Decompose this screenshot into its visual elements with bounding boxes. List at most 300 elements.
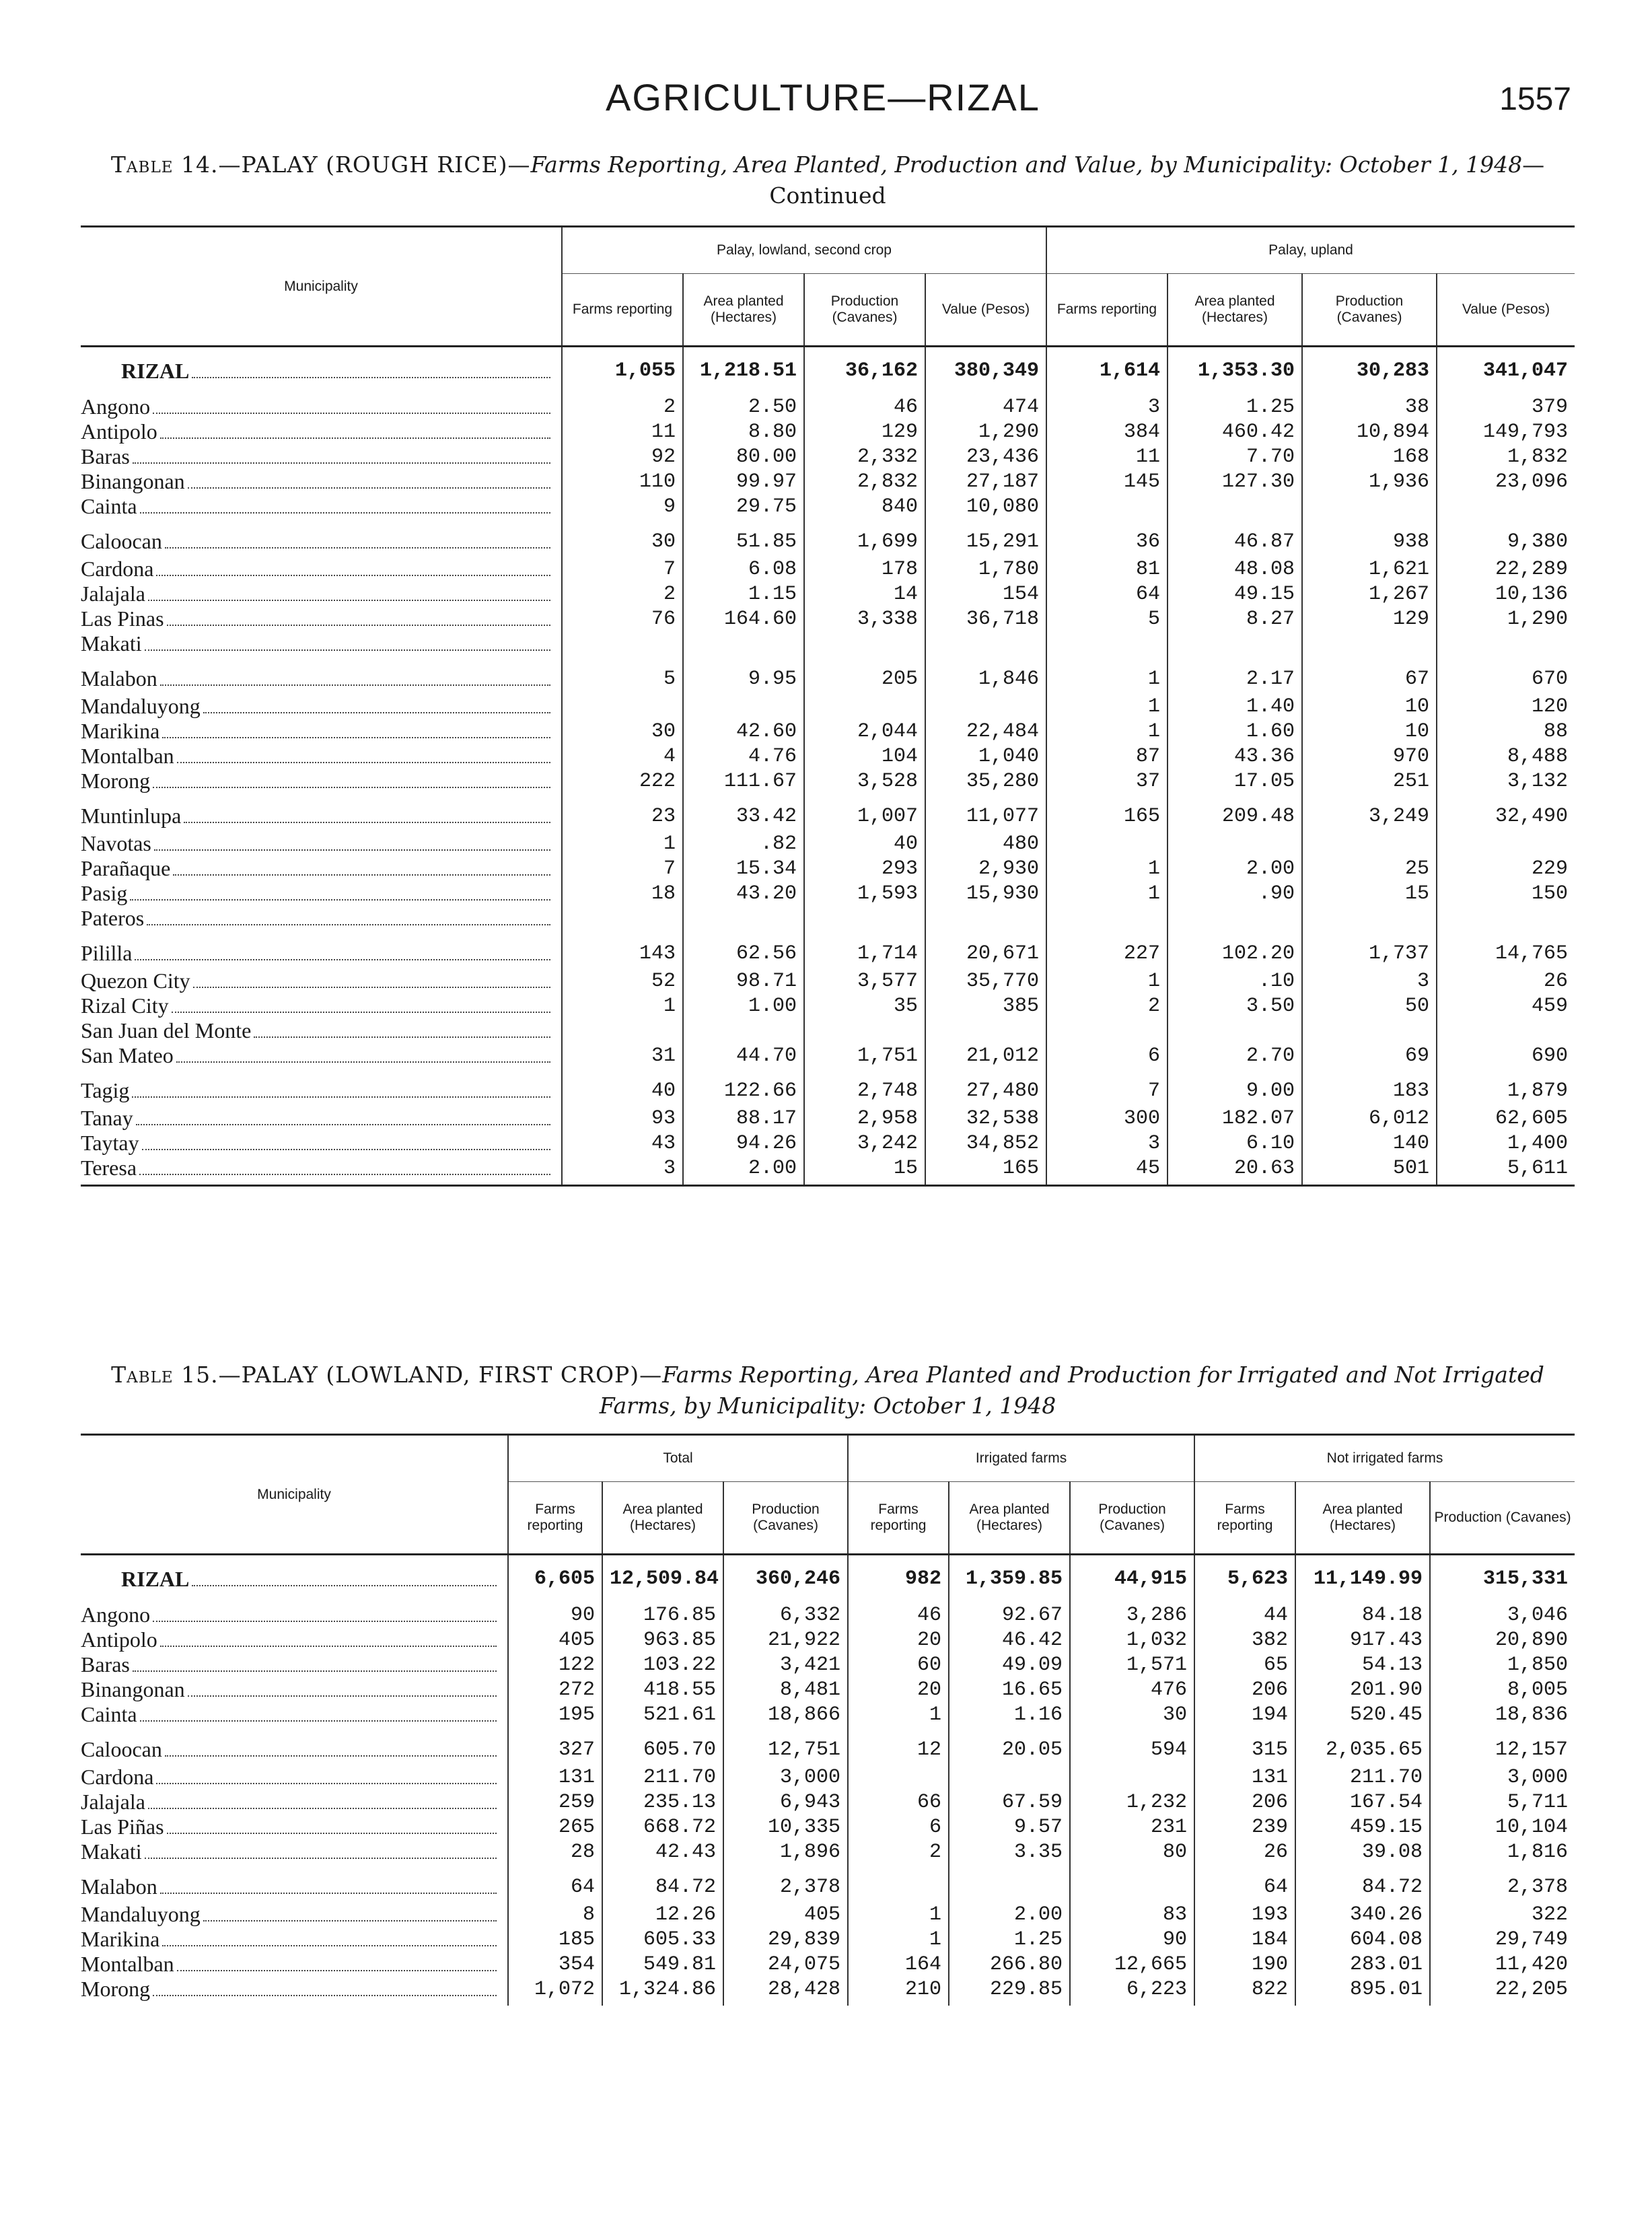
value-cell: 164 [848, 1952, 949, 1977]
table15-column-header: Area planted (Hectares) [602, 1482, 723, 1555]
value-cell: 122.66 [683, 1068, 804, 1106]
value-cell [562, 906, 683, 931]
value-cell: 1 [1046, 719, 1168, 744]
value-cell: 382 [1194, 1627, 1295, 1652]
value-cell: 8 [508, 1902, 602, 1927]
value-cell: 1,007 [804, 794, 925, 831]
total-value-cell: 360,246 [723, 1555, 848, 1603]
value-cell: 1 [1046, 881, 1168, 906]
municipality-name-cell [81, 1106, 562, 1131]
table14-caption-suffix: —Continued [769, 151, 1545, 209]
municipality-name-cell [81, 1555, 508, 1603]
value-cell: 327 [508, 1727, 602, 1765]
value-cell: 1 [1046, 856, 1168, 881]
value-cell: 2,332 [804, 444, 925, 469]
dot-leader [184, 822, 550, 823]
dot-leader [140, 1720, 497, 1722]
value-cell: 4 [562, 744, 683, 769]
municipality-name-cell [81, 1814, 508, 1839]
table14-column-header: Area planted (Hectares) [683, 274, 804, 347]
value-cell: 183 [1302, 1068, 1437, 1106]
value-cell: 2.50 [683, 394, 804, 419]
value-cell: 1,780 [925, 557, 1046, 581]
value-cell: 45 [1046, 1156, 1168, 1186]
value-cell: 211.70 [602, 1765, 723, 1790]
value-cell: 22,484 [925, 719, 1046, 744]
municipality-name: Quezon City [81, 968, 190, 993]
municipality-name-cell [81, 394, 562, 419]
value-cell: 3,286 [1070, 1602, 1194, 1627]
value-cell: 14,765 [1437, 931, 1575, 968]
value-cell: 917.43 [1295, 1627, 1430, 1652]
table14-caption-text: Farms Reporting, Area Planted, Production and Value, by Municipality: October 1, 1948 [530, 151, 1523, 178]
value-cell: 165 [925, 1156, 1046, 1186]
value-cell: 12,157 [1430, 1727, 1575, 1765]
value-cell: 9.95 [683, 656, 804, 694]
value-cell: 18,866 [723, 1702, 848, 1727]
value-cell [1046, 631, 1168, 656]
value-cell: 2,748 [804, 1068, 925, 1106]
municipality-name: Malabon [81, 666, 157, 691]
value-cell: 25 [1302, 856, 1437, 881]
value-cell: 1.60 [1168, 719, 1302, 744]
value-cell: 1 [562, 993, 683, 1018]
value-cell: 1 [848, 1902, 949, 1927]
value-cell: 143 [562, 931, 683, 968]
table15-row [81, 1927, 1575, 1952]
municipality-name-cell [81, 993, 562, 1018]
table15 [81, 1434, 1575, 2006]
municipality-name: Pililla [81, 941, 133, 965]
value-cell: 50 [1302, 993, 1437, 1018]
value-cell: 385 [925, 993, 1046, 1018]
value-cell [562, 631, 683, 656]
value-cell: 8.27 [1168, 606, 1302, 631]
value-cell: 5,711 [1430, 1790, 1575, 1814]
value-cell: 476 [1070, 1677, 1194, 1702]
value-cell: 2 [1046, 993, 1168, 1018]
value-cell [683, 631, 804, 656]
value-cell [804, 694, 925, 719]
municipality-name: Rizal City [81, 993, 169, 1018]
dot-leader [140, 512, 550, 514]
value-cell: 35,280 [925, 769, 1046, 794]
value-cell [848, 1864, 949, 1902]
value-cell: 42.43 [602, 1839, 723, 1864]
total-value-cell: 5,623 [1194, 1555, 1295, 1603]
value-cell: 265 [508, 1814, 602, 1839]
dot-leader [167, 1833, 497, 1834]
municipality-name: Morong [81, 769, 151, 793]
table14-caption-label: Table 14.—PALAY (ROUGH RICE)— [110, 151, 531, 178]
value-cell: 31 [562, 1043, 683, 1068]
dot-leader [203, 1920, 497, 1922]
value-cell: 1 [1046, 656, 1168, 694]
value-cell: 205 [804, 656, 925, 694]
value-cell: .90 [1168, 881, 1302, 906]
value-cell [949, 1765, 1070, 1790]
municipality-name-cell [81, 519, 562, 557]
value-cell: 405 [508, 1627, 602, 1652]
value-cell: 10 [1302, 694, 1437, 719]
value-cell: 2 [562, 394, 683, 419]
value-cell [1070, 1765, 1194, 1790]
table14 [81, 225, 1575, 1187]
dot-leader [172, 1012, 550, 1013]
value-cell: 62,605 [1437, 1106, 1575, 1131]
municipality-name: RIZAL [121, 358, 190, 383]
value-cell: 895.01 [1295, 1977, 1430, 2006]
value-cell [1437, 494, 1575, 519]
value-cell: 300 [1046, 1106, 1168, 1131]
table14-row [81, 881, 1575, 906]
dot-leader [203, 712, 550, 713]
value-cell [1168, 631, 1302, 656]
table14-row [81, 444, 1575, 469]
value-cell: 1.00 [683, 993, 804, 1018]
value-cell: 1,699 [804, 519, 925, 557]
value-cell: 822 [1194, 1977, 1295, 2006]
municipality-name: Angono [81, 394, 151, 419]
value-cell: 43.20 [683, 881, 804, 906]
value-cell: 2.00 [683, 1156, 804, 1186]
value-cell: 29,839 [723, 1927, 848, 1952]
municipality-name-cell [81, 694, 562, 719]
value-cell: 84.18 [1295, 1602, 1430, 1627]
value-cell: 480 [925, 831, 1046, 856]
dot-leader [153, 1621, 497, 1622]
total-value-cell: 6,605 [508, 1555, 602, 1603]
value-cell: 459.15 [1295, 1814, 1430, 1839]
value-cell [925, 631, 1046, 656]
table15-row [81, 1790, 1575, 1814]
value-cell: 15 [804, 1156, 925, 1186]
table15-row [81, 1952, 1575, 1977]
dot-leader [167, 625, 550, 626]
value-cell: 23,096 [1437, 469, 1575, 494]
table14-column-header: Production (Cavanes) [1302, 274, 1437, 347]
table14-group-header: Palay, lowland, second crop [562, 227, 1046, 274]
table14-row [81, 694, 1575, 719]
table14-caption [81, 149, 1575, 211]
dot-leader [132, 1096, 550, 1098]
value-cell: 46 [804, 394, 925, 419]
municipality-name-cell [81, 1952, 508, 1977]
value-cell: 501 [1302, 1156, 1437, 1186]
value-cell: 23,436 [925, 444, 1046, 469]
value-cell: 64 [508, 1864, 602, 1902]
value-cell: 266.80 [949, 1952, 1070, 1977]
dot-leader [142, 1149, 550, 1150]
value-cell: 87 [1046, 744, 1168, 769]
table14-row [81, 744, 1575, 769]
value-cell: 227 [1046, 931, 1168, 968]
table15-group-header: Irrigated farms [848, 1435, 1194, 1482]
table14-column-header: Value (Pesos) [925, 274, 1046, 347]
dot-leader [156, 1783, 497, 1784]
value-cell: 1,267 [1302, 581, 1437, 606]
dot-leader [177, 1970, 497, 1971]
value-cell: 185 [508, 1927, 602, 1952]
municipality-name: Makati [81, 631, 142, 656]
dot-leader [147, 924, 550, 925]
value-cell: 7.70 [1168, 444, 1302, 469]
value-cell: 6,223 [1070, 1977, 1194, 2006]
table14-column-header: Value (Pesos) [1437, 274, 1575, 347]
value-cell: 80.00 [683, 444, 804, 469]
municipality-name-cell [81, 494, 562, 519]
value-cell: 6,943 [723, 1790, 848, 1814]
value-cell: 30 [562, 719, 683, 744]
value-cell [1302, 831, 1437, 856]
table14-row [81, 1043, 1575, 1068]
municipality-name-cell [81, 557, 562, 581]
value-cell [1046, 831, 1168, 856]
table15-caption-label: Table 15.—PALAY (LOWLAND, FIRST CROP)— [111, 1362, 663, 1388]
table14-column-header: Area planted (Hectares) [1168, 274, 1302, 347]
value-cell [683, 906, 804, 931]
value-cell: 80 [1070, 1839, 1194, 1864]
value-cell: 131 [1194, 1765, 1295, 1790]
value-cell: 131 [508, 1765, 602, 1790]
total-value-cell: 1,614 [1046, 347, 1168, 395]
municipality-name: Muntinlupa [81, 804, 182, 828]
table14-row [81, 606, 1575, 631]
value-cell: 418.55 [602, 1677, 723, 1702]
municipality-name-cell [81, 1977, 508, 2006]
value-cell [1168, 1018, 1302, 1043]
value-cell: 2.00 [1168, 856, 1302, 881]
value-cell [1070, 1864, 1194, 1902]
municipality-name-cell [81, 656, 562, 694]
value-cell: 37 [1046, 769, 1168, 794]
table14-column-header: Farms reporting [562, 274, 683, 347]
value-cell: 99.97 [683, 469, 804, 494]
table15-total-row [81, 1555, 1575, 1603]
value-cell: 521.61 [602, 1702, 723, 1727]
table14-row [81, 968, 1575, 993]
table14-row [81, 394, 1575, 419]
value-cell: 5 [1046, 606, 1168, 631]
value-cell: 168 [1302, 444, 1437, 469]
value-cell: 64 [1046, 581, 1168, 606]
value-cell: 20.05 [949, 1727, 1070, 1765]
municipality-name: Montalban [81, 744, 174, 768]
municipality-name-cell [81, 744, 562, 769]
municipality-name: Cardona [81, 557, 154, 581]
table14-row [81, 419, 1575, 444]
dot-leader [153, 787, 550, 788]
table15-column-header: Production (Cavanes) [723, 1482, 848, 1555]
value-cell: 7 [562, 856, 683, 881]
value-cell: 5 [562, 656, 683, 694]
municipality-name: Tagig [81, 1078, 130, 1102]
total-value-cell: 30,283 [1302, 347, 1437, 395]
value-cell: 20 [848, 1627, 949, 1652]
value-cell: 15.34 [683, 856, 804, 881]
dot-leader [160, 684, 550, 686]
value-cell: 33.42 [683, 794, 804, 831]
municipality-name-cell [81, 968, 562, 993]
municipality-name-cell [81, 1043, 562, 1068]
value-cell: 670 [1437, 656, 1575, 694]
municipality-name: Binangonan [81, 469, 185, 493]
table15-row [81, 1839, 1575, 1864]
municipality-name: Teresa [81, 1156, 137, 1180]
value-cell: 3,000 [1430, 1765, 1575, 1790]
value-cell: 195 [508, 1702, 602, 1727]
value-cell: 14 [804, 581, 925, 606]
value-cell: 9.00 [1168, 1068, 1302, 1106]
dot-leader [176, 1061, 550, 1063]
municipality-name-cell [81, 1677, 508, 1702]
value-cell: 10,136 [1437, 581, 1575, 606]
value-cell: 963.85 [602, 1627, 723, 1652]
total-value-cell: 44,915 [1070, 1555, 1194, 1603]
value-cell: 27,187 [925, 469, 1046, 494]
value-cell: 1,832 [1437, 444, 1575, 469]
value-cell [562, 694, 683, 719]
total-value-cell: 341,047 [1437, 347, 1575, 395]
table15-row [81, 1702, 1575, 1727]
value-cell: 2,930 [925, 856, 1046, 881]
value-cell [1437, 631, 1575, 656]
value-cell: 7 [562, 557, 683, 581]
table15-column-header: Farms reporting [1194, 1482, 1295, 1555]
page-title: AGRICULTURE—RIZAL [606, 76, 1040, 118]
value-cell: 67 [1302, 656, 1437, 694]
value-cell [1046, 1018, 1168, 1043]
municipality-name-cell [81, 1902, 508, 1927]
value-cell: 94.26 [683, 1131, 804, 1156]
value-cell: 84.72 [602, 1864, 723, 1902]
value-cell: 3,242 [804, 1131, 925, 1156]
table14-row [81, 719, 1575, 744]
dot-leader [148, 1808, 497, 1809]
dot-leader [156, 575, 550, 576]
value-cell: 90 [508, 1602, 602, 1627]
value-cell: 48.08 [1168, 557, 1302, 581]
municipality-name-cell [81, 1790, 508, 1814]
value-cell: 178 [804, 557, 925, 581]
table14-row [81, 794, 1575, 831]
value-cell: 149,793 [1437, 419, 1575, 444]
value-cell: 24,075 [723, 1952, 848, 1977]
value-cell: 122 [508, 1652, 602, 1677]
value-cell: 11,077 [925, 794, 1046, 831]
value-cell: 2,044 [804, 719, 925, 744]
value-cell: 594 [1070, 1727, 1194, 1765]
value-cell: 605.70 [602, 1727, 723, 1765]
value-cell: 2,958 [804, 1106, 925, 1131]
table14-total-row [81, 347, 1575, 395]
value-cell: 65 [1194, 1652, 1295, 1677]
municipality-name: Navotas [81, 831, 151, 855]
value-cell: 2,832 [804, 469, 925, 494]
value-cell: 222 [562, 769, 683, 794]
value-cell: 1,040 [925, 744, 1046, 769]
municipality-name-cell [81, 769, 562, 794]
value-cell: 129 [804, 419, 925, 444]
table14-row [81, 931, 1575, 968]
total-value-cell: 982 [848, 1555, 949, 1603]
value-cell: 6,012 [1302, 1106, 1437, 1131]
municipality-name: Parañaque [81, 856, 171, 880]
municipality-name-cell [81, 1864, 508, 1902]
value-cell: 110 [562, 469, 683, 494]
table15-group-header: Total [508, 1435, 848, 1482]
value-cell: 10,104 [1430, 1814, 1575, 1839]
municipality-name: Malabon [81, 1874, 157, 1899]
table14-row [81, 1106, 1575, 1131]
total-value-cell: 380,349 [925, 347, 1046, 395]
value-cell: 1.16 [949, 1702, 1070, 1727]
value-cell: 22,289 [1437, 557, 1575, 581]
value-cell: 26 [1437, 968, 1575, 993]
value-cell: 6.08 [683, 557, 804, 581]
value-cell: 1,751 [804, 1043, 925, 1068]
value-cell: 140 [1302, 1131, 1437, 1156]
value-cell: 194 [1194, 1702, 1295, 1727]
dot-leader [165, 547, 550, 549]
value-cell [804, 906, 925, 931]
value-cell: 1,737 [1302, 931, 1437, 968]
value-cell: 39.08 [1295, 1839, 1430, 1864]
value-cell [683, 1018, 804, 1043]
value-cell: 35 [804, 993, 925, 1018]
municipality-name-cell [81, 906, 562, 931]
value-cell [1168, 494, 1302, 519]
table15-column-header: Farms reporting [848, 1482, 949, 1555]
dot-leader [154, 849, 550, 851]
table15-column-header: Area planted (Hectares) [1295, 1482, 1430, 1555]
value-cell: 34,852 [925, 1131, 1046, 1156]
table14-group-header: Palay, upland [1046, 227, 1575, 274]
value-cell: 938 [1302, 519, 1437, 557]
municipality-name: Mandaluyong [81, 694, 201, 718]
total-value-cell: 1,353.30 [1168, 347, 1302, 395]
value-cell: 18,836 [1430, 1702, 1575, 1727]
value-cell: 2,035.65 [1295, 1727, 1430, 1765]
total-value-cell: 36,162 [804, 347, 925, 395]
municipality-name: Cainta [81, 494, 137, 518]
value-cell: 88.17 [683, 1106, 804, 1131]
value-cell: 81 [1046, 557, 1168, 581]
dot-leader [162, 1945, 497, 1946]
table15-column-header: Production (Cavanes) [1430, 1482, 1575, 1555]
value-cell: 52 [562, 968, 683, 993]
municipality-name-cell [81, 931, 562, 968]
table14-row [81, 557, 1575, 581]
value-cell: 90 [1070, 1927, 1194, 1952]
value-cell: 54.13 [1295, 1652, 1430, 1677]
value-cell: 44.70 [683, 1043, 804, 1068]
value-cell: 15,930 [925, 881, 1046, 906]
value-cell: 474 [925, 394, 1046, 419]
table14-row [81, 906, 1575, 931]
municipality-name: Tanay [81, 1106, 133, 1130]
value-cell: 67.59 [949, 1790, 1070, 1814]
page-number: 1557 [1499, 81, 1571, 117]
value-cell: 1.25 [1168, 394, 1302, 419]
value-cell: 211.70 [1295, 1765, 1430, 1790]
value-cell: 38 [1302, 394, 1437, 419]
table14-row [81, 831, 1575, 856]
value-cell: 8,481 [723, 1677, 848, 1702]
dot-leader [145, 649, 550, 651]
dot-leader [130, 899, 550, 901]
table15-caption-text: Farms Reporting, Area Planted and Production for Irrigated and Not Irrigated Farms, by Municipality: October 1, 1948 [599, 1362, 1544, 1419]
